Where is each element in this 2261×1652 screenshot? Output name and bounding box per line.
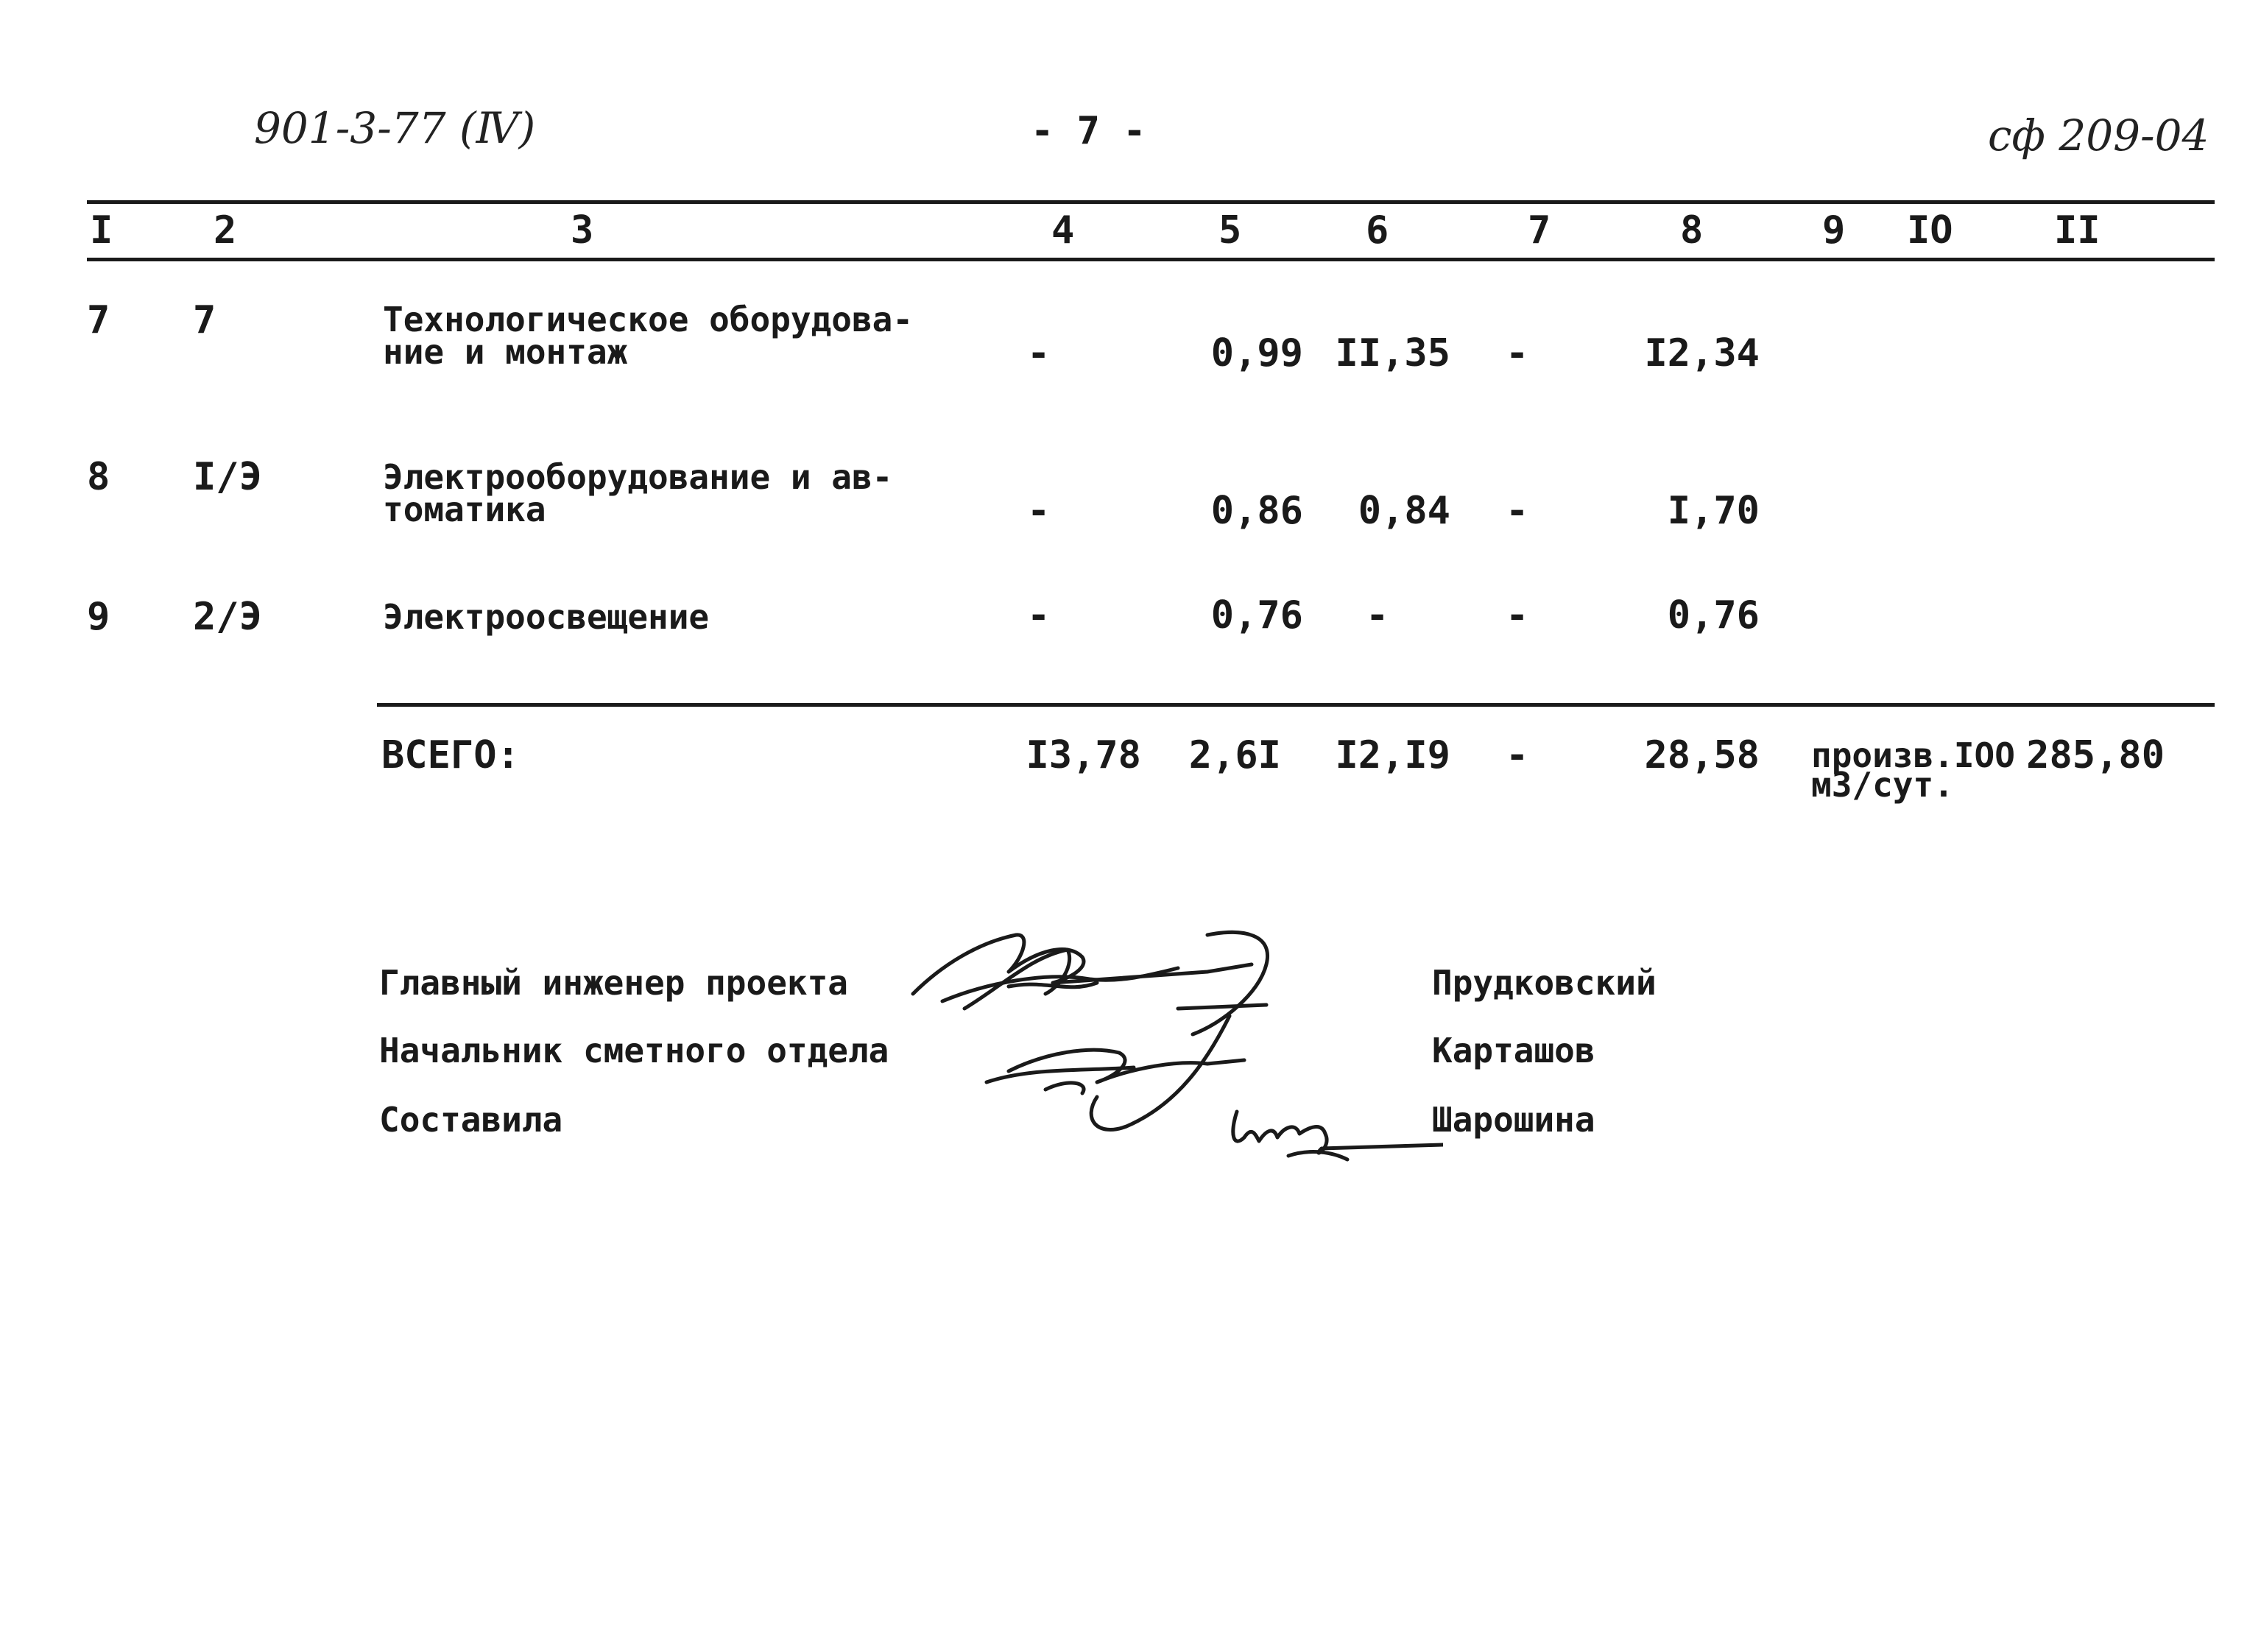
cell-col5: 0,99 <box>1210 331 1303 375</box>
total-col9-line1: произв.IOO <box>1811 735 2015 775</box>
page-number: - 7 - <box>1031 109 1146 153</box>
table-header-rule <box>87 258 2215 261</box>
cell-col8: I,70 <box>1667 489 1760 533</box>
col-header-5: 5 <box>1218 208 1242 253</box>
cell-col7: - <box>1506 489 1529 533</box>
row-name-line1: Электрооборудование и ав- <box>383 457 893 497</box>
col-header-7: 7 <box>1528 208 1551 253</box>
row-number: 7 <box>87 298 110 342</box>
cell-col7: - <box>1506 331 1529 375</box>
total-col7: - <box>1506 733 1529 777</box>
col-header-4: 4 <box>1051 208 1075 253</box>
row-name-line1: Электроосвещение <box>383 597 710 637</box>
signer-role: Начальник сметного отдела <box>379 1031 889 1070</box>
row-code: 7 <box>193 298 216 342</box>
cell-col8: I2,34 <box>1644 331 1760 375</box>
row-name-line2: томатика <box>383 490 546 529</box>
col-header-6: 6 <box>1366 208 1389 253</box>
col-header-8: 8 <box>1680 208 1704 253</box>
table-top-rule <box>87 200 2215 204</box>
total-rule <box>377 703 2215 707</box>
col-header-9: 9 <box>1822 208 1846 253</box>
handwritten-signatures <box>898 913 1443 1185</box>
sheet-code: сф 209-04 <box>1988 110 2209 160</box>
cell-col4: - <box>1027 331 1051 375</box>
col-header-10: IO <box>1907 208 1953 253</box>
row-name-line1: Технологическое оборудова- <box>383 300 914 339</box>
col-header-1: I <box>90 208 113 253</box>
total-col8: 28,58 <box>1644 733 1760 777</box>
signer-name: Прудковский <box>1432 963 1657 1003</box>
row-code: 2/Э <box>193 595 262 639</box>
row-number: 8 <box>87 455 110 499</box>
total-label: ВСЕГО: <box>381 733 520 777</box>
signer-role: Главный инженер проекта <box>379 963 848 1003</box>
cell-col6: II,35 <box>1335 331 1450 375</box>
row-number: 9 <box>87 595 110 639</box>
cell-col7: - <box>1506 593 1529 638</box>
total-col4: I3,78 <box>1026 733 1141 777</box>
col-header-3: 3 <box>571 208 594 253</box>
signer-role: Составила <box>379 1100 563 1140</box>
cell-col8: 0,76 <box>1667 593 1760 638</box>
document-code: 901-3-77 (Ⅳ) <box>254 103 536 153</box>
cell-col6: - <box>1366 593 1389 638</box>
total-col11: 285,80 <box>2026 733 2165 777</box>
cell-col4: - <box>1027 593 1051 638</box>
signer-name: Шарошина <box>1432 1100 1595 1140</box>
signer-name: Карташов <box>1432 1031 1595 1070</box>
cell-col5: 0,86 <box>1210 489 1303 533</box>
row-code: I/Э <box>193 455 262 499</box>
total-col6: I2,I9 <box>1335 733 1450 777</box>
total-col9-line2: м3/сут. <box>1811 765 1954 805</box>
cell-col4: - <box>1027 489 1051 533</box>
col-header-2: 2 <box>214 208 237 253</box>
col-header-11: II <box>2054 208 2100 253</box>
row-name-line2: ние и монтаж <box>383 332 628 372</box>
cell-col5: 0,76 <box>1210 593 1303 638</box>
total-col5: 2,6I <box>1188 733 1281 777</box>
cell-col6: 0,84 <box>1358 489 1450 533</box>
